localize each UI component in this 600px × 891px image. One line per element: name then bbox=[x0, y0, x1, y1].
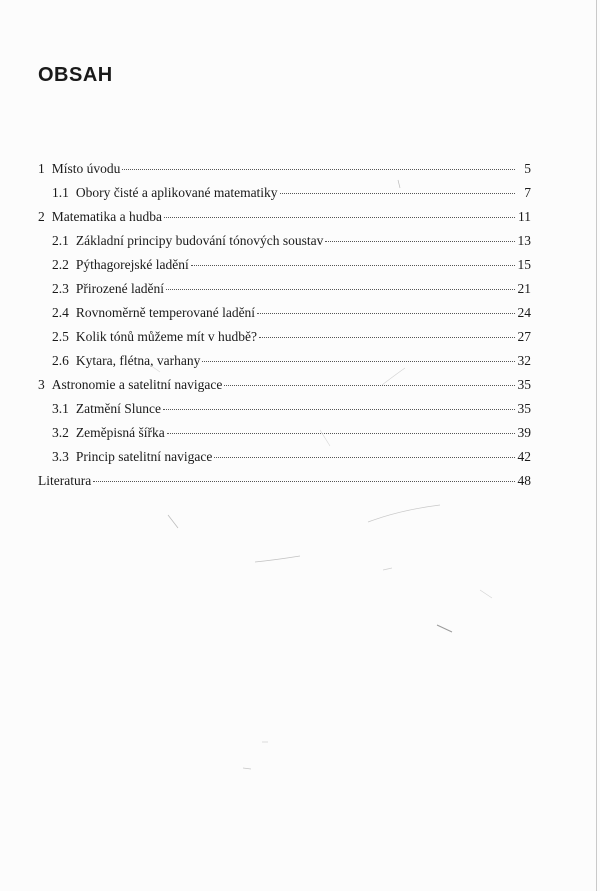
toc-entry-number: 3.2 bbox=[52, 425, 69, 440]
toc-entry-page: 48 bbox=[517, 473, 531, 488]
toc-entry-number: 3 bbox=[38, 377, 45, 392]
toc-entry-number: 2.4 bbox=[52, 305, 69, 320]
toc-entry-page: 27 bbox=[517, 329, 531, 344]
toc-entry-page: 42 bbox=[517, 449, 531, 464]
toc-entry-page: 5 bbox=[524, 161, 531, 176]
toc-entry-number: 1 bbox=[38, 161, 45, 176]
toc-entry-number: 2.1 bbox=[52, 233, 69, 248]
toc-entry-title: Přirozené ladění bbox=[75, 281, 164, 296]
toc-entry-title: Literatura bbox=[38, 473, 92, 488]
toc-entry-number: 2.3 bbox=[52, 281, 69, 296]
toc-entry-page: 24 bbox=[517, 305, 531, 320]
toc-entry-number: 2.2 bbox=[52, 257, 69, 272]
toc-entry-title: Místo úvodu bbox=[51, 161, 121, 176]
toc-entry-title: Zeměpisná šířka bbox=[75, 425, 165, 440]
toc-entry-title: Základní principy budování tónových soustav bbox=[75, 233, 324, 248]
toc-entry-number: 3.1 bbox=[52, 401, 69, 416]
toc-entry-number: 2 bbox=[38, 209, 45, 224]
toc-entry-title: Astronomie a satelitní navigace bbox=[51, 377, 223, 392]
toc-entry-page: 11 bbox=[518, 209, 531, 224]
toc-entry-number: 1.1 bbox=[52, 185, 69, 200]
toc-entry-page: 7 bbox=[524, 185, 531, 200]
toc-entry-number: 3.3 bbox=[52, 449, 69, 464]
toc-entry-title: Matematika a hudba bbox=[51, 209, 162, 224]
toc-entry-page: 13 bbox=[517, 233, 531, 248]
toc-entry-title: Obory čisté a aplikované matematiky bbox=[75, 185, 278, 200]
toc-entry-title: Princip satelitní navigace bbox=[75, 449, 213, 464]
toc-entry-page: 35 bbox=[517, 377, 531, 392]
toc-entry-title: Zatmění Slunce bbox=[75, 401, 161, 416]
toc-entry-title: Rovnoměrně temperované ladění bbox=[75, 305, 256, 320]
toc-entry-title: Kytara, flétna, varhany bbox=[75, 353, 201, 368]
toc-entry-number: 2.5 bbox=[52, 329, 69, 344]
toc-entry-page: 39 bbox=[517, 425, 531, 440]
toc-entry-number: 2.6 bbox=[52, 353, 69, 368]
toc-entry-title: Kolik tónů můžeme mít v hudbě? bbox=[75, 329, 257, 344]
toc-entry-page: 32 bbox=[517, 353, 531, 368]
toc-entry-page: 21 bbox=[517, 281, 531, 296]
page-title: OBSAH bbox=[38, 64, 113, 86]
toc-entry-page: 15 bbox=[517, 257, 531, 272]
toc-entry-title: Pýthagorejské ladění bbox=[75, 257, 189, 272]
toc-entry-page: 35 bbox=[517, 401, 531, 416]
